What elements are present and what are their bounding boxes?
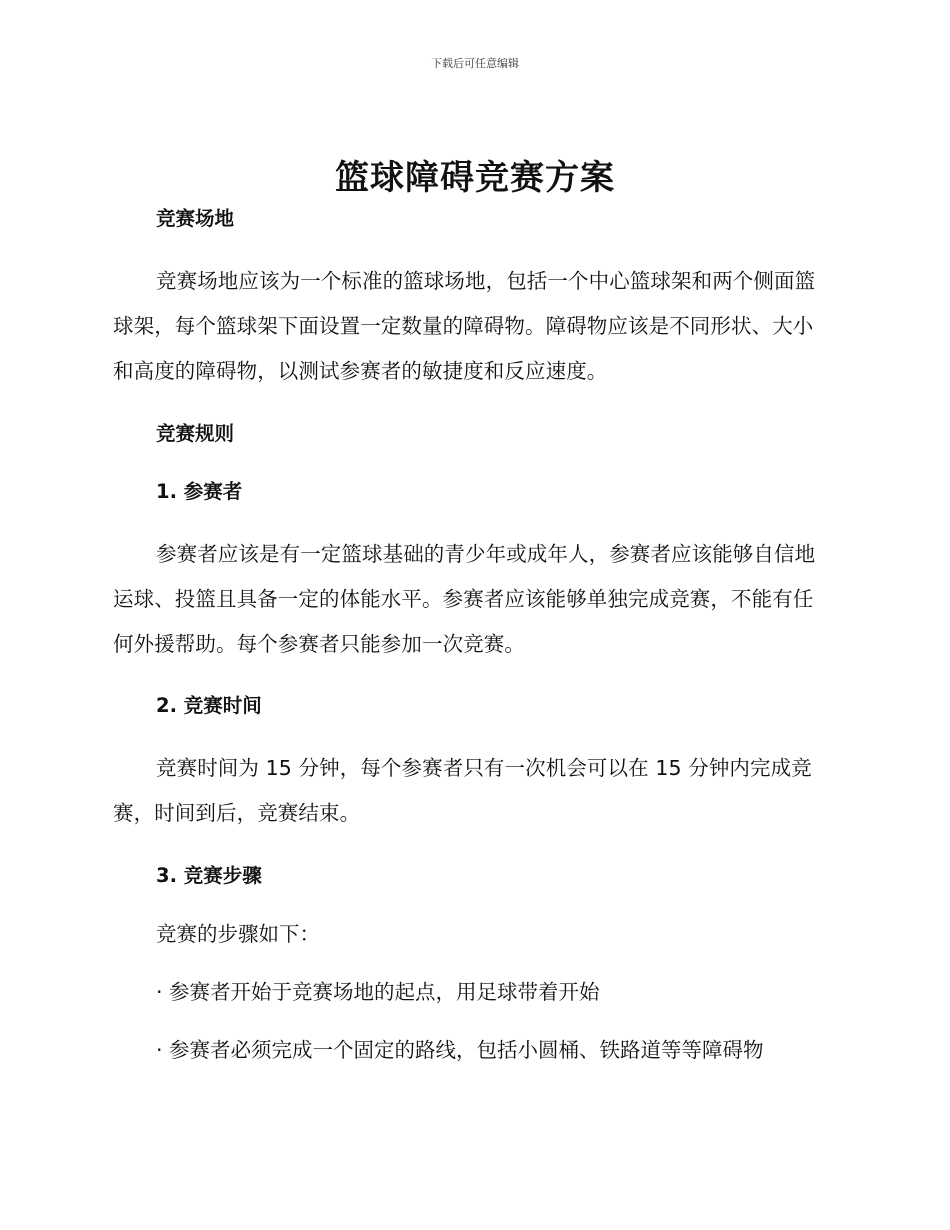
paragraph-time: 竞赛时间为 15 分钟，每个参赛者只有一次机会可以在 15 分钟内完成竞赛，时间到后，竞赛结束。 — [113, 756, 812, 825]
list-item: · 参赛者开始于竞赛场地的起点，用足球带着开始 — [156, 980, 600, 1004]
paragraph-participants: 参赛者应该是有一定篮球基础的青少年或成年人，参赛者应该能够自信地运球、投篮且具备一定的体能水平。参赛者应该能够单独完成竞赛，不能有任何外援帮助。每个参赛者只能参加一次竞赛。 — [113, 542, 816, 656]
subsection-heading-time: 2. 竞赛时间 — [156, 694, 262, 717]
list-item: · 参赛者必须完成一个固定的路线，包括小圆桶、铁路道等等障碍物 — [156, 1038, 764, 1062]
subsection-heading-steps: 3. 竞赛步骤 — [156, 864, 262, 887]
page-header: 下载后可任意编辑 — [431, 57, 519, 70]
subsection-heading-participants: 1. 参赛者 — [156, 480, 243, 503]
document-body — [113, 201, 833, 1068]
section-heading-venue: 竞赛场地 — [156, 207, 235, 230]
paragraph-venue: 竞赛场地应该为一个标准的篮球场地，包括一个中心篮球架和两个侧面篮球架，每个篮球架下面设置一定数量的障碍物。障碍物应该是不同形状、大小和高度的障碍物，以测试参赛者的敏捷度和反应速度。 — [113, 269, 816, 383]
document-title: 篮球障碍竞赛方案 — [335, 158, 615, 198]
paragraph-steps-intro: 竞赛的步骤如下： — [156, 922, 320, 946]
section-heading-rules: 竞赛规则 — [156, 422, 235, 445]
